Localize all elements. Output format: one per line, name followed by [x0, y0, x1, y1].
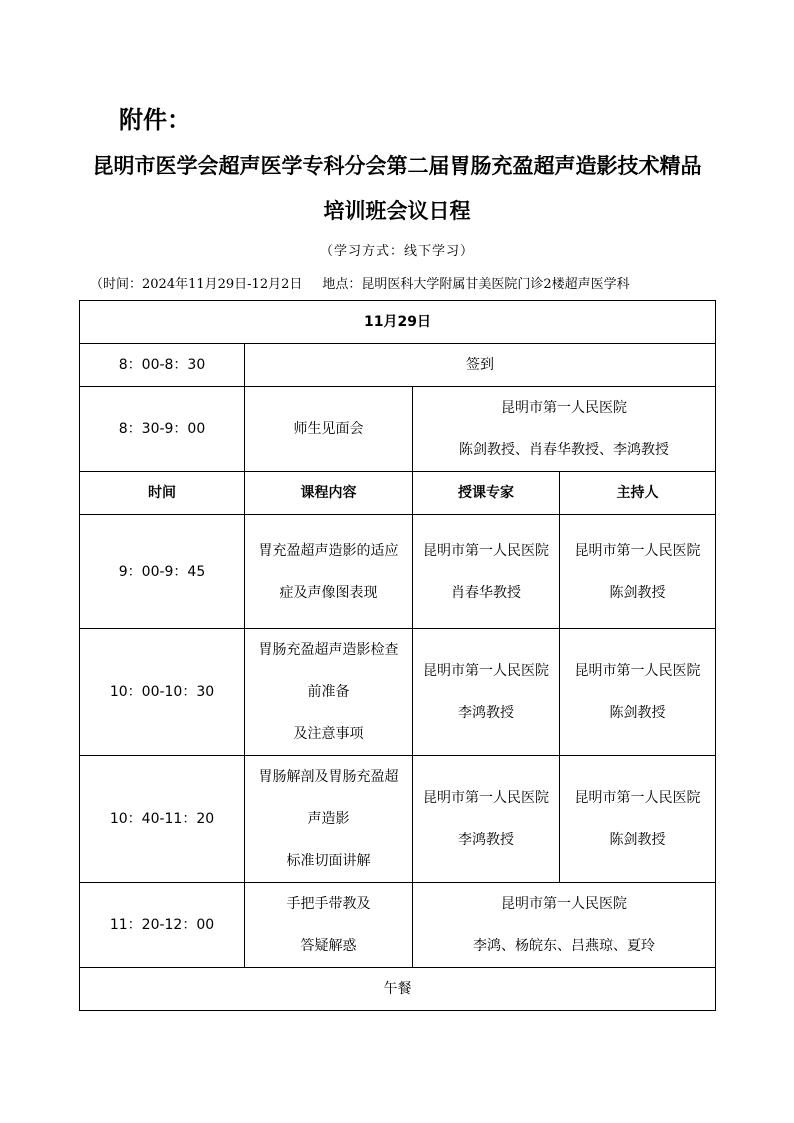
host-name: 陈剑教授	[609, 705, 666, 721]
meet-speakers	[413, 387, 716, 472]
session-time: 10：40-11：20	[80, 756, 245, 883]
host-name: 陈剑教授	[609, 584, 666, 601]
expert-org: 昆明市第一人民医院	[423, 790, 549, 806]
handson-content	[245, 883, 413, 968]
handson-people: 李鸿、杨皖东、吕燕琼、夏玲	[473, 938, 656, 954]
handson-speakers	[413, 883, 716, 968]
host-name: 陈剑教授	[609, 832, 666, 848]
meeting-info	[90, 273, 630, 292]
expert-name: 李鸿教授	[458, 832, 514, 848]
schedule-table	[79, 300, 716, 1011]
checkin-event: 签到	[245, 344, 716, 387]
col-header-host: 主持人	[560, 472, 716, 515]
host-org: 昆明市第一人民医院	[574, 542, 701, 559]
content-line: 及注意事项	[293, 726, 364, 742]
content-line: 前准备	[307, 684, 350, 700]
session-time: 9：00-9：45	[80, 515, 245, 629]
meet-time: 8：30-9：00	[80, 387, 245, 472]
content-line: 声造影	[307, 811, 350, 827]
meeting-time: （时间：2024年11月29日-12月2日	[90, 277, 303, 292]
host-org: 昆明市第一人民医院	[574, 790, 701, 806]
table-row	[80, 629, 716, 756]
expert-name: 李鸿教授	[458, 705, 514, 721]
session-expert	[413, 756, 560, 883]
expert-org: 昆明市第一人民医院	[423, 663, 549, 679]
meet-people: 陈剑教授、肖春华教授、李鸿教授	[459, 442, 670, 458]
session-host	[560, 515, 716, 629]
session-host	[560, 629, 716, 756]
table-row	[80, 515, 716, 629]
checkin-time: 8：00-8：30	[80, 344, 245, 387]
content-line: 胃肠解剖及胃肠充盈超	[258, 769, 399, 785]
study-mode: （学习方式：线下学习）	[319, 244, 474, 259]
expert-name: 肖春华教授	[451, 584, 521, 601]
session-content	[245, 515, 413, 629]
expert-org: 昆明市第一人民医院	[423, 542, 549, 559]
content-line: 答疑解惑	[300, 938, 357, 954]
session-host	[560, 756, 716, 883]
attachment-label: 附件：	[119, 106, 191, 134]
content-line: 标准切面讲解	[286, 853, 371, 869]
session-time: 10：00-10：30	[80, 629, 245, 756]
lunch-row: 午餐	[80, 968, 716, 1011]
host-org: 昆明市第一人民医院	[574, 663, 701, 679]
content-line: 手把手带教及	[286, 896, 371, 912]
table-row	[80, 883, 716, 968]
document-title-line1: 昆明市医学会超声医学专科分会第二届胃肠充盈超声造影技术精品	[92, 154, 702, 178]
date-header: 11月29日	[80, 301, 716, 344]
handson-time: 11：20-12：00	[80, 883, 245, 968]
content-line: 胃肠充盈超声造影检查	[258, 642, 399, 658]
col-header-content: 课程内容	[245, 472, 413, 515]
document-title-line2: 培训班会议日程	[323, 199, 471, 223]
col-header-expert: 授课专家	[413, 472, 560, 515]
session-expert	[413, 515, 560, 629]
meet-event: 师生见面会	[245, 387, 413, 472]
session-content	[245, 629, 413, 756]
session-expert	[413, 629, 560, 756]
content-line: 胃充盈超声造影的适应	[258, 542, 399, 559]
col-header-time: 时间	[80, 472, 245, 515]
content-line: 症及声像图表现	[279, 584, 378, 601]
meet-org: 昆明市第一人民医院	[501, 400, 628, 416]
handson-org: 昆明市第一人民医院	[501, 896, 628, 912]
table-row	[80, 756, 716, 883]
meeting-location: 地点：昆明医科大学附属甘美医院门诊2楼超声医学科	[322, 277, 630, 292]
session-content	[245, 756, 413, 883]
